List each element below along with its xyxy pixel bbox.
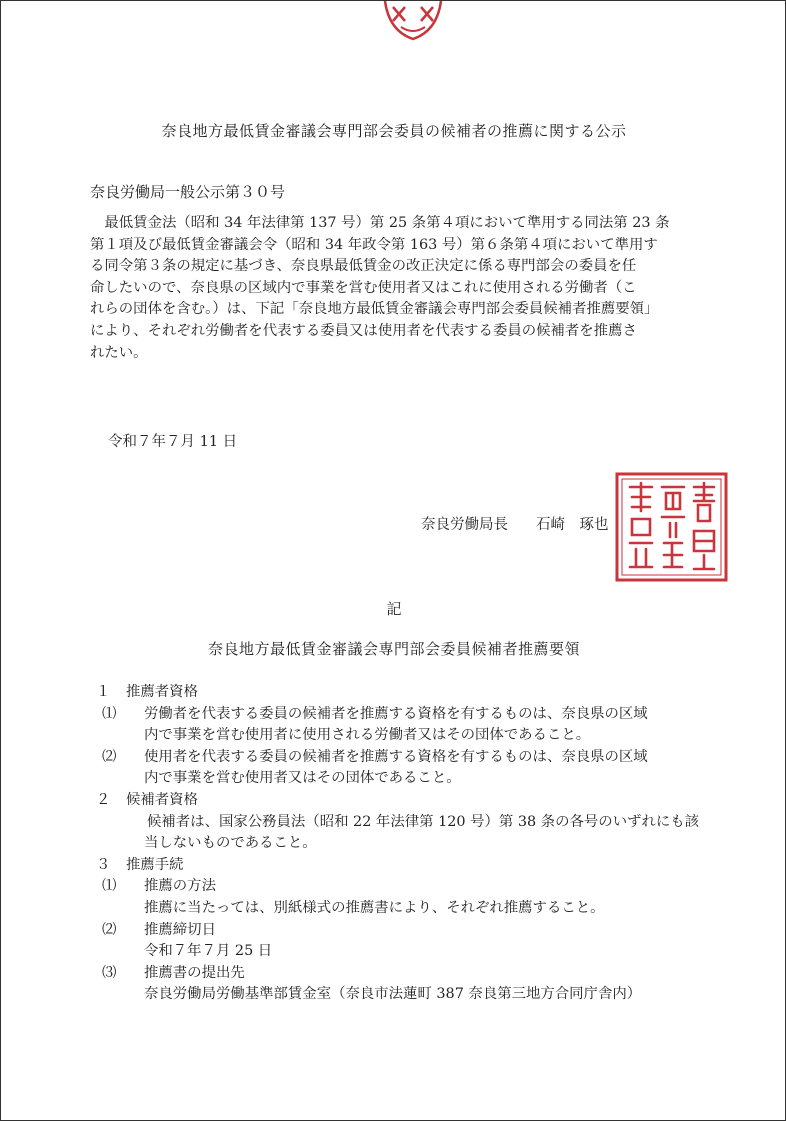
body-line: 命したいので、奈良県の区域内で事業を営む使用者又はこれに使用される労働者（こ: [90, 279, 637, 296]
list-item-detail: [90, 984, 730, 1006]
list-item-continuation: [90, 725, 730, 747]
signer-title: 奈良労働局長: [421, 517, 508, 533]
section-heading: [90, 682, 730, 704]
item-title: 推薦締切日: [144, 921, 216, 938]
list-item-detail: [90, 941, 730, 963]
top-seal-stamp: [379, 1, 447, 43]
section-number: ２: [96, 791, 111, 808]
item-number: ⑵: [102, 748, 117, 765]
item-number: ⑴: [102, 878, 117, 895]
list-item: [90, 963, 730, 985]
list-item: [90, 704, 730, 726]
body-line: 第１項及び最低賃金審議会令（昭和 34 年政令第 163 号）第６条第４項において準用す: [90, 236, 658, 253]
section-heading: [90, 855, 730, 877]
body-line: れらの団体を含む。）は、下記「奈良地方最低賃金審議会専門部会委員候補者推薦要領」: [90, 301, 659, 318]
list-item-detail: [90, 898, 730, 920]
item-text: 使用者を代表する委員の候補者を推薦する資格を有するものは、奈良県の区域: [144, 748, 648, 765]
section-text: [90, 833, 730, 855]
item-number: ⑵: [102, 921, 117, 938]
section-number: ３: [96, 856, 111, 873]
body-line: る同令第３条の規定に基づき、奈良県最低賃金の改正決定に係る専門部会の委員を任: [90, 258, 637, 275]
issue-date: 令和７年７月 11 日: [108, 434, 238, 450]
item-text: 労働者を代表する委員の候補者を推薦する資格を有するものは、奈良県の区域: [144, 705, 648, 722]
item-detail: 令和７年７月 25 日: [144, 943, 273, 960]
signer-name: 石崎 琢也: [536, 517, 609, 533]
body-line: により、それぞれ労働者を代表する委員又は使用者を代表する委員の候補者を推薦さ: [90, 322, 637, 339]
guidelines-title: 奈良地方最低賃金審議会専門部会委員候補者推薦要領: [207, 640, 580, 658]
item-text: 内で事業を営む使用者又はその団体であること。: [144, 770, 461, 787]
list-item: [90, 920, 730, 942]
notice-number: 奈良労働局一般公示第３０号: [90, 183, 286, 201]
body-paragraph: [90, 213, 712, 364]
signer: [421, 513, 609, 534]
item-title: 推薦の方法: [144, 878, 216, 895]
section-title: 候補者資格: [126, 791, 198, 808]
section-title: 推薦手続: [126, 856, 184, 873]
section-heading: [90, 790, 730, 812]
guidelines-body: [90, 682, 730, 1006]
item-detail: 奈良労働局労働基準部賃金室（奈良市法蓮町 387 奈良第三地方合同庁舎内）: [144, 986, 642, 1003]
official-seal-stamp: [614, 471, 729, 583]
section-number: １: [96, 684, 111, 700]
body-line: れたい。: [90, 344, 148, 361]
item-number: ⑶: [102, 964, 117, 981]
section-text-line: 当しないものであること。: [144, 835, 317, 852]
document-title: 奈良地方最低賃金審議会専門部会委員の候補者の推薦に関する公示: [161, 122, 627, 140]
item-title: 推薦書の提出先: [144, 964, 245, 981]
section-text: [90, 812, 730, 834]
item-number: ⑴: [102, 705, 117, 722]
item-text: 内で事業を営む使用者に使用される労働者又はその団体であること。: [144, 727, 591, 744]
item-detail: 推薦に当たっては、別紙様式の推薦書により、それぞれ推薦すること。: [144, 899, 605, 916]
section-text-line: 候補者は、国家公務員法（昭和 22 年法律第 120 号）第 38 条の各号のいずれにも該: [147, 813, 700, 830]
section-title: 推薦者資格: [126, 684, 198, 700]
list-item-continuation: [90, 768, 730, 790]
list-item: [90, 876, 730, 898]
list-item: [90, 747, 730, 769]
ki-heading: 記: [386, 600, 402, 618]
body-line: 最低賃金法（昭和 34 年法律第 137 号）第 25 条第４項において準用する同法第 23 条: [90, 215, 670, 231]
